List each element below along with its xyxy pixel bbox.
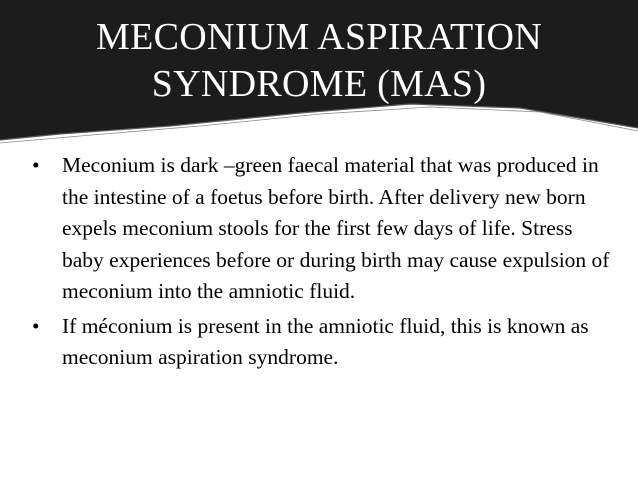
bullet-list <box>32 150 612 377</box>
slide-title-line-1: MECONIUM ASPIRATION <box>96 16 542 58</box>
bullet-item-1 <box>32 150 612 308</box>
bullet-text-2: If méconium is present in the amniotic fluid, this is known as meconium aspiration syndrome. <box>62 313 589 369</box>
bullet-item-2 <box>32 311 612 374</box>
slide-title <box>40 14 598 108</box>
bullet-icon: • <box>32 153 40 177</box>
slide-title-line-2: SYNDROME (MAS) <box>151 63 487 105</box>
title-band <box>0 0 638 145</box>
bullet-icon: • <box>32 313 40 338</box>
bullet-text-1: Meconium is dark –green faecal material that was produced in the intestine of a foetus before birth. After delivery new born expels meconium stools for the first few days of life. Stress baby experiences before or during birth may cause expulsion of meconium into the amniotic fluid. <box>62 153 610 303</box>
